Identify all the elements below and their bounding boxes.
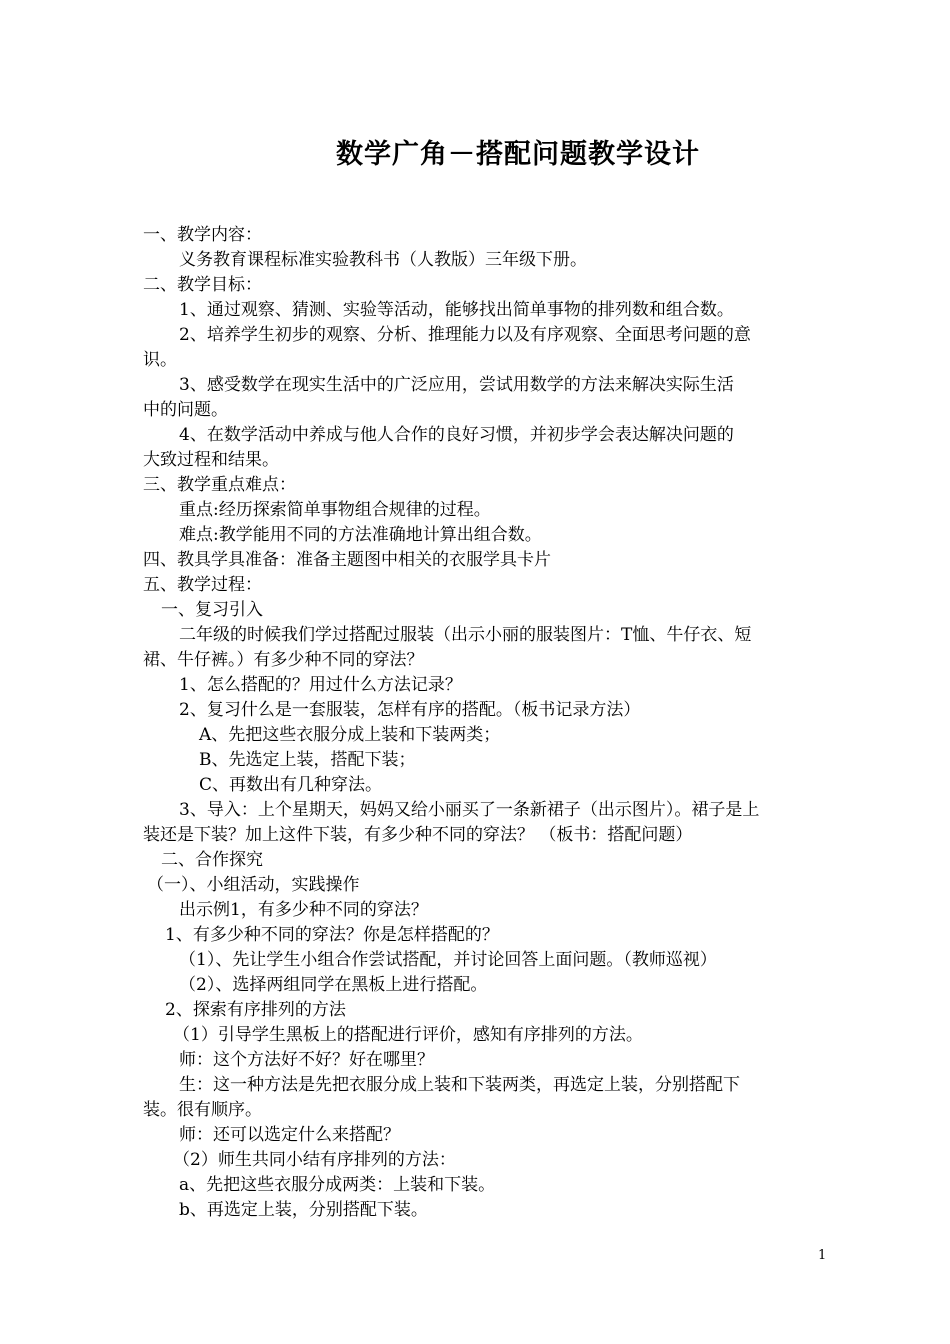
page-number: 1 <box>818 1248 827 1263</box>
subsection-heading: 二、合作探究 <box>161 850 263 870</box>
text-line: 生：这一种方法是先把衣服分成上装和下装两类，再选定上装，分别搭配下 <box>179 1075 740 1095</box>
text-line: 3、感受数学在现实生活中的广泛应用，尝试用数学的方法来解决实际生活 <box>179 375 734 395</box>
text-line: 3、导入：上个星期天，妈妈又给小丽买了一条新裙子（出示图片）。裙子是上 <box>179 800 760 820</box>
text-line: 大致过程和结果。 <box>143 450 279 470</box>
text-line: 裙、牛仔裤。）有多少种不同的穿法？ <box>143 650 424 670</box>
section-heading-materials: 四、教具学具准备：准备主题图中相关的衣服学具卡片 <box>143 550 551 570</box>
text-line: （2）、选择两组同学在黑板上进行搭配。 <box>179 975 488 995</box>
text-line: 1、有多少种不同的穿法？你是怎样搭配的？ <box>165 925 499 945</box>
section-heading-goals: 二、教学目标： <box>143 275 262 295</box>
text-line: 2、培养学生初步的观察、分析、推理能力以及有序观察、全面思考问题的意 <box>179 325 751 345</box>
text-line: 2、复习什么是一套服装，怎样有序的搭配。（板书记录方法） <box>179 700 641 720</box>
text-line: 4、在数学活动中养成与他人合作的良好习惯，并初步学会表达解决问题的 <box>179 425 734 445</box>
list-item: B、先选定上装，搭配下装； <box>199 750 416 770</box>
document-body <box>143 223 811 1223</box>
text-line: 师：还可以选定什么来搭配？ <box>179 1125 400 1145</box>
text-line: （1）引导学生黑板上的搭配进行评价，感知有序排列的方法。 <box>173 1025 643 1045</box>
text-line: 出示例1，有多少种不同的穿法？ <box>179 900 428 920</box>
text-line: （1）、先让学生小组合作尝试搭配，并讨论回答上面问题。（教师巡视） <box>179 950 717 970</box>
text-line: 2、探索有序排列的方法 <box>165 1000 346 1020</box>
list-item: b、再选定上装，分别搭配下装。 <box>179 1200 428 1220</box>
section-heading-keypoints: 三、教学重点难点： <box>143 475 296 495</box>
document-title: 数学广角－搭配问题教学设计 <box>336 139 700 170</box>
text-line: 装还是下装？加上这件下装，有多少种不同的穿法？ （板书：搭配问题） <box>143 825 693 845</box>
text-line: 1、怎么搭配的？用过什么方法记录？ <box>179 675 462 695</box>
text-line: 难点:教学能用不同的方法准确地计算出组合数。 <box>179 525 542 545</box>
text-line: 二年级的时候我们学过搭配过服装（出示小丽的服装图片：T恤、牛仔衣、短 <box>179 625 752 645</box>
subsection-heading: 一、复习引入 <box>161 600 263 620</box>
list-item: C、再数出有几种穿法。 <box>199 775 383 795</box>
list-item: A、先把这些衣服分成上装和下装两类； <box>199 725 501 745</box>
section-heading-process: 五、教学过程： <box>143 575 262 595</box>
list-item: a、先把这些衣服分成两类：上装和下装。 <box>179 1175 496 1195</box>
text-line: （2）师生共同小结有序排列的方法： <box>173 1150 456 1170</box>
text-line: 重点:经历探索简单事物组合规律的过程。 <box>179 500 491 520</box>
text-line: 识。 <box>143 350 177 370</box>
text-line: 义务教育课程标准实验教科书（人教版）三年级下册。 <box>179 250 587 270</box>
section-heading-content: 一、教学内容： <box>143 225 262 245</box>
text-line: 装。很有顺序。 <box>143 1100 262 1120</box>
text-line: 1、通过观察、猜测、实验等活动，能够找出简单事物的排列数和组合数。 <box>179 300 734 320</box>
text-line: 中的问题。 <box>143 400 228 420</box>
subsection-heading: （一）、小组活动，实践操作 <box>147 875 360 895</box>
text-line: 师：这个方法好不好？好在哪里？ <box>179 1050 434 1070</box>
